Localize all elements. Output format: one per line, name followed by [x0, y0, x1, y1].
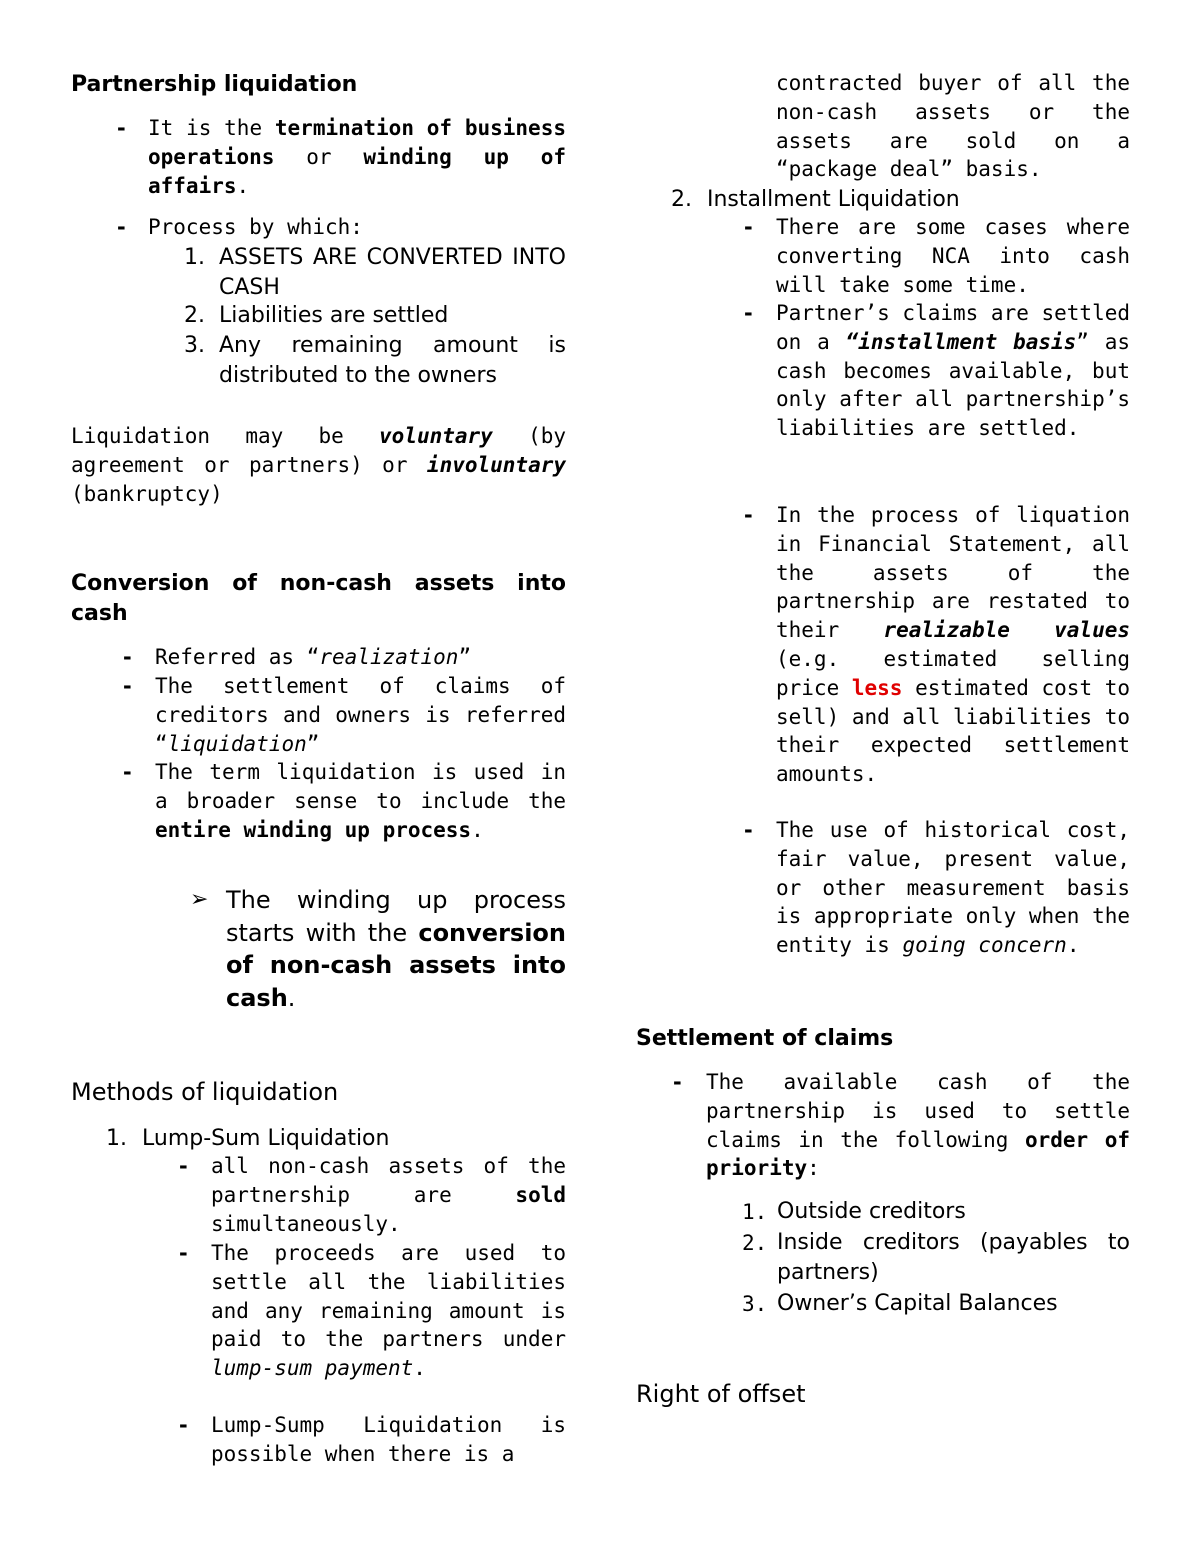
lump-sum-sold: all non-cash assets of the partnership are sold simultaneously. — [211, 1154, 566, 1236]
dash-bullet: - — [742, 215, 755, 239]
settlement-available-cash: The available cash of the partnership is used to settle claims in the following order of priority: — [706, 1070, 1130, 1181]
dash-bullet: - — [121, 760, 134, 784]
dash-bullet: - — [671, 1070, 684, 1094]
installment-going-concern: The use of historical cost, fair value, present value, or other measurement basis is appropriate only when the entity is going concern. — [776, 818, 1131, 958]
method-lump-sum: Lump-Sum Liquidation — [142, 1126, 390, 1151]
dash-bullet: - — [121, 645, 134, 669]
winding-up-note: The winding up process starts with the conversion of non-cash assets into cash. — [226, 886, 566, 1012]
dash-bullet: - — [177, 1241, 190, 1265]
liquidation-types-paragraph: Liquidation may be voluntary (by agreement or partners) or involuntary (bankruptcy) — [71, 424, 567, 506]
list-number: 1. — [184, 245, 205, 270]
bullet-realization: Referred as “realization” — [155, 645, 472, 669]
list-number: 1. — [106, 1126, 127, 1151]
priority-owners-capital: Owner’s Capital Balances — [777, 1291, 1058, 1316]
section-heading-conversion: Conversion of non-cash assets into cash — [71, 571, 566, 626]
bullet-broader-sense: The term liquidation is used in a broader sense to include the entire winding up process. — [155, 760, 566, 842]
installment-some-cases: There are some cases where converting NCA into cash will take some time. — [776, 215, 1130, 297]
step-liabilities-settled: Liabilities are settled — [219, 303, 449, 328]
list-number: 1. — [742, 1200, 768, 1224]
lump-sum-continued: contracted buyer of all the non-cash assets or the assets are sold on a “package deal” basis. — [776, 71, 1130, 182]
dash-bullet: - — [742, 503, 755, 527]
method-installment: Installment Liquidation — [707, 187, 960, 212]
dash-bullet: - — [742, 301, 755, 325]
section-heading-settlement: Settlement of claims — [636, 1026, 894, 1051]
step-remaining-distributed: Any remaining amount is distributed to the owners — [219, 333, 566, 388]
priority-inside-creditors: Inside creditors (payables to partners) — [777, 1230, 1130, 1285]
step-assets-converted: ASSETS ARE CONVERTED INTO CASH — [219, 245, 566, 300]
priority-outside-creditors: Outside creditors — [777, 1199, 966, 1224]
lump-sum-possible: Lump-Sump Liquidation is possible when there is a — [211, 1413, 566, 1466]
section-heading-partnership-liquidation: Partnership liquidation — [71, 72, 358, 97]
bullet-process: Process by which: — [148, 215, 363, 239]
bullet-settlement-claims: The settlement of claims of creditors and owners is referred “liquidation” — [155, 674, 566, 756]
bullet-termination: It is the termination of business operations or winding up of affairs. — [148, 116, 566, 198]
arrow-bullet-icon: ➢ — [190, 887, 209, 912]
lump-sum-proceeds: The proceeds are used to settle all the liabilities and any remaining amount is paid to the partners under lump-sum payment. — [211, 1241, 566, 1381]
dash-bullet: - — [177, 1154, 190, 1178]
dash-bullet: - — [742, 818, 755, 842]
dash-bullet: - — [115, 116, 128, 140]
dash-bullet: - — [115, 215, 128, 239]
list-number: 2. — [742, 1231, 768, 1255]
list-number: 3. — [184, 333, 205, 358]
dash-bullet: - — [177, 1413, 190, 1437]
dash-bullet: - — [121, 674, 134, 698]
section-heading-right-of-offset: Right of offset — [636, 1380, 806, 1408]
list-number: 2. — [671, 187, 692, 212]
list-number: 2. — [184, 303, 205, 328]
installment-basis: Partner’s claims are settled on a “installment basis” as cash becomes available, but only after all partnership’s liabilities are settled. — [776, 301, 1131, 441]
section-heading-methods: Methods of liquidation — [71, 1078, 339, 1106]
list-number: 3. — [742, 1292, 768, 1316]
installment-realizable-values: In the process of liquation in Financial Statement, all the assets of the partnership are restated to their realizable values (e.g. estimated selling price less estimated cost to sell) and all liabilities to their expected settlement amounts. — [776, 503, 1131, 787]
